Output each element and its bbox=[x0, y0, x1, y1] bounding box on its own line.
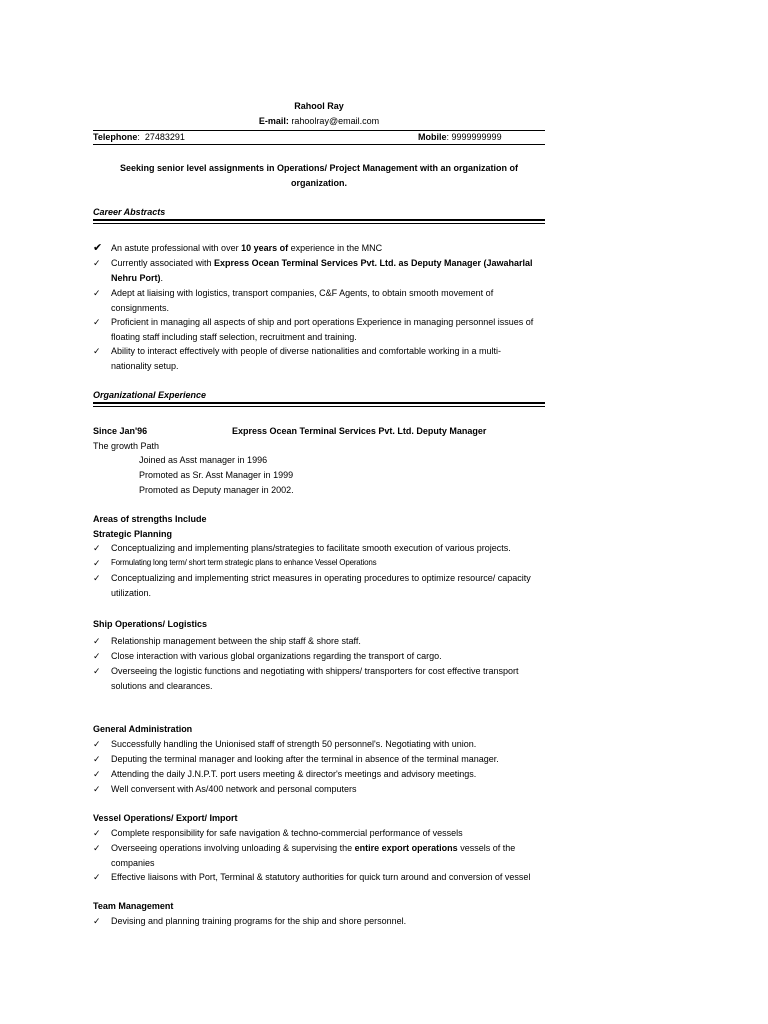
list-item: ✓ Formulating long term/ short term strategic plans to enhance Vessel Operations bbox=[93, 556, 545, 571]
email-line bbox=[93, 116, 545, 126]
objective-line-2: organization. bbox=[291, 178, 347, 188]
growth-step: Promoted as Sr. Asst Manager in 1999 bbox=[139, 470, 294, 480]
checkmark-icon: ✓ bbox=[93, 916, 101, 926]
checkmark-icon: ✓ bbox=[93, 769, 101, 779]
list-item: ✔ An astute professional with over 10 years of experience in the MNC bbox=[93, 242, 383, 254]
company-role: Express Ocean Terminal Services Pvt. Ltd. Deputy Manager bbox=[232, 426, 487, 436]
list-item: ✓ Adept at liaising with logistics, transport companies, C&F Agents, to obtain smooth movement of consignments. bbox=[93, 288, 494, 313]
mobile-line: Mobile: 9999999999 bbox=[418, 132, 502, 142]
checkmark-icon: ✓ bbox=[93, 754, 101, 764]
subsection-title-vessel: Vessel Operations/ Export/ Import bbox=[93, 813, 238, 823]
email-value[interactable]: rahoolray@email.com bbox=[291, 116, 380, 126]
list-item: ✓ Conceptualizing and implementing plans/strategies to facilitate smooth execution of various projects. bbox=[93, 541, 545, 556]
telephone-line: Telephone: 27483291 bbox=[93, 132, 185, 142]
checkmark-icon: ✓ bbox=[93, 636, 101, 646]
subsection-title-team: Team Management bbox=[93, 901, 174, 911]
checkmark-icon: ✓ bbox=[93, 558, 101, 568]
candidate-name: Rahool Ray bbox=[294, 101, 344, 111]
growth-path-label: The growth Path bbox=[93, 441, 160, 451]
section-rule-thick bbox=[93, 402, 545, 404]
telephone-label: Telephone bbox=[93, 132, 138, 142]
list-item: ✓ Conceptualizing and implementing strict measures in operating procedures to optimize resource/ capacity utilization. bbox=[93, 573, 531, 598]
list-item: ✓ Close interaction with various global organizations regarding the transport of cargo. bbox=[93, 649, 545, 664]
list-item: ✓ Effective liaisons with Port, Terminal & statutory authorities for quick turn around and conversion of vessel bbox=[93, 870, 545, 885]
subsection-title-ship: Ship Operations/ Logistics bbox=[93, 619, 208, 629]
list-item: ✓ Well conversent with As/400 network and personal computers bbox=[93, 782, 545, 797]
list-item: ✓ Deputing the terminal manager and looking after the terminal in absence of the terminal manager. bbox=[93, 752, 545, 767]
section-title-career: Career Abstracts bbox=[93, 207, 166, 217]
checkmark-icon: ✓ bbox=[93, 666, 101, 676]
checkmark-icon: ✓ bbox=[93, 317, 101, 327]
checkmark-icon: ✓ bbox=[93, 784, 101, 794]
checkmark-icon: ✓ bbox=[93, 872, 101, 882]
header-rule-top bbox=[93, 130, 545, 131]
list-item: ✓ Overseeing operations involving unloading & supervising the entire export operations vessels of the companies bbox=[93, 843, 516, 868]
list-item: ✓ Attending the daily J.N.P.T. port users meeting & director's meetings and advisory meetings. bbox=[93, 767, 545, 782]
list-item: ✓ Proficient in managing all aspects of ship and port operations Experience in managing personnel issues of floating staff including staff selection, recruitment and training. bbox=[93, 317, 534, 342]
subsection-title-admin: General Administration bbox=[93, 724, 193, 734]
growth-step: Joined as Asst manager in 1996 bbox=[139, 455, 268, 465]
checkmark-icon: ✓ bbox=[93, 573, 101, 583]
list-item: ✓ Relationship management between the ship staff & shore staff. bbox=[93, 634, 545, 649]
objective-line-1: Seeking senior level assignments in Operations/ Project Management with an organization of bbox=[119, 163, 519, 173]
section-rule-thick bbox=[93, 219, 545, 221]
checkmark-icon: ✓ bbox=[93, 288, 101, 298]
section-rule-thin bbox=[93, 406, 545, 407]
checkmark-icon: ✓ bbox=[93, 258, 101, 268]
checkmark-icon: ✓ bbox=[93, 651, 101, 661]
list-item: ✓ Devising and planning training programs for the ship and shore personnel. bbox=[93, 914, 545, 929]
checkmark-icon: ✔ bbox=[93, 242, 103, 254]
list-item: ✓ Currently associated with Express Ocean Terminal Services Pvt. Ltd. as Deputy Manager (Jawaharlal Nehru Port). bbox=[93, 258, 533, 283]
section-title-org: Organizational Experience bbox=[93, 390, 207, 400]
mobile-value: 9999999999 bbox=[451, 132, 502, 142]
strengths-title: Areas of strengths Include bbox=[93, 514, 207, 524]
telephone-value: 27483291 bbox=[144, 132, 185, 142]
list-item: ✓ Overseeing the logistic functions and negotiating with shippers/ transporters for cost effective transport solutions and clearances. bbox=[93, 666, 519, 691]
section-rule-thin bbox=[93, 223, 545, 224]
checkmark-icon: ✓ bbox=[93, 843, 101, 853]
growth-step: Promoted as Deputy manager in 2002. bbox=[139, 485, 294, 495]
header-rule-bottom bbox=[93, 144, 545, 145]
checkmark-icon: ✓ bbox=[93, 543, 101, 553]
email-label: E-mail: bbox=[258, 116, 289, 126]
checkmark-icon: ✓ bbox=[93, 828, 101, 838]
list-item: ✓ Successfully handling the Unionised staff of strength 50 personnel's. Negotiating with union. bbox=[93, 737, 545, 752]
list-item: ✓ Ability to interact effectively with people of diverse nationalities and comfortable working in a multi- nationality setup. bbox=[93, 346, 502, 371]
since-date: Since Jan'96 bbox=[93, 426, 148, 436]
subsection-title-strategic: Strategic Planning bbox=[93, 529, 173, 539]
checkmark-icon: ✓ bbox=[93, 739, 101, 749]
mobile-label: Mobile bbox=[418, 132, 447, 142]
checkmark-icon: ✓ bbox=[93, 346, 101, 356]
list-item: ✓ Complete responsibility for safe navigation & techno-commercial performance of vessels bbox=[93, 826, 545, 841]
